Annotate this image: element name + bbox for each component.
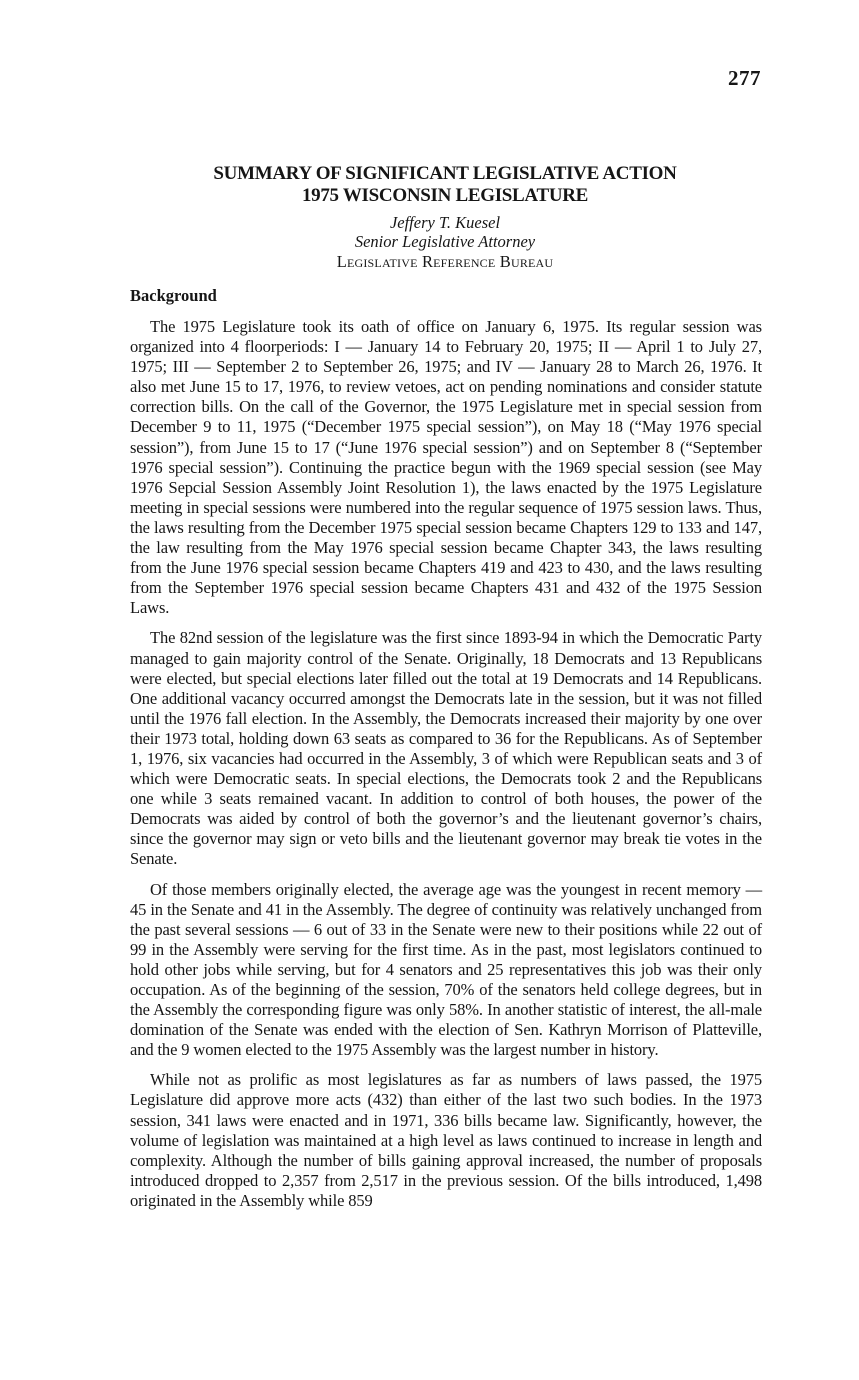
title-line-1: SUMMARY OF SIGNIFICANT LEGISLATIVE ACTION (213, 163, 677, 184)
paragraph: The 82nd session of the legislature was the first since 1893-94 in which the Democratic Party managed to gain majority control of the Senate. Originally, 18 Democrats and 13 Republicans were elected, but special elections later filled out the total at 19 Democrats and 14 Republicans. One additional vacancy occurred amongst the Democrats late in the session, but it was not filled until the 1976 fall election. In the Assembly, the Democrats increased their majority by one over their 1973 total, holding down 63 seats as compared to 36 for the Republicans. As of September 1, 1976, six vacancies had occurred in the Assembly, 3 of which were Republican seats and 3 of which were Democratic seats. In special elections, the Democrats took 2 and the Republicans one while 3 seats remained vacant. In addition to control of both houses, the power of the Democrats was aided by control of both the governor’s and the lieutenant governor’s chairs, since the governor may sign or veto bills and the lieutenant governor may break tie votes in the Senate. (130, 628, 762, 869)
document-body (130, 286, 762, 1221)
author-name: Jeffery T. Kuesel (389, 213, 501, 232)
title-line-2: 1975 WISCONSIN LEGISLATURE (301, 185, 589, 206)
paragraph: The 1975 Legislature took its oath of office on January 6, 1975. Its regular session was organized into 4 floorperiods: I — January 14 to February 20, 1975; II — April 1 to July 27, 1975; III — September 2 to September 26, 1975; and IV — January 28 to March 26, 1976. It also met June 15 to 17, 1976, to review vetoes, act on pending nominations and consider statute correction bills. On the call of the Governor, the 1975 Legislature met in special session from December 9 to 11, 1975 (“December 1975 special session”), on May 18 (“May 1976 special session”), from June 15 to 17 (“June 1976 special session”) and on September 8 (“September 1976 special session”). Continuing the practice begun with the 1969 special session (see May 1976 Sepcial Session Assembly Joint Resolution 1), the laws enacted by the 1975 Legislature meeting in special sessions were numbered into the regular sequence of 1975 session laws. Thus, the laws resulting from the December 1975 special session became Chapters 129 to 133 and 147, the law resulting from the May 1976 special session became Chapter 343, the laws resulting from the June 1976 special session became Chapters 419 and 423 to 430, and the laws resulting from the September 1976 special session became Chapters 431 and 432 of the 1975 Session Laws. (130, 317, 762, 618)
organization-name: Legislative Reference Bureau (336, 252, 554, 271)
page-number: 277 (728, 66, 761, 90)
author-title: Senior Legislative Attorney (354, 232, 536, 251)
paragraph: While not as prolific as most legislatures as far as numbers of laws passed, the 1975 Legislature did approve more acts (432) than either of the last two such bodies. In the 1973 session, 341 laws were enacted and in 1971, 336 bills became law. Significantly, however, the volume of legislation was maintained at a high level as laws continued to increase in length and complexity. Although the number of bills gaining approval increased, the number of proposals introduced dropped to 2,357 from 2,517 in the previous session. Of the bills introduced, 1,498 originated in the Assembly while 859 (130, 1070, 762, 1210)
document-header (130, 163, 760, 272)
section-heading: Background (130, 286, 217, 305)
paragraph: Of those members originally elected, the average age was the youngest in recent memory — 45 in the Senate and 41 in the Assembly. The degree of continuity was relatively unchanged from the past several sessions — 6 out of 33 in the Senate were new to their positions while 22 out of 99 in the Assembly were serving for the first time. As in the past, most legislators continued to hold other jobs while serving, but for 4 senators and 25 representatives this job was their only occupation. As of the beginning of the session, 70% of the senators held college degrees, but in the Assembly the corresponding figure was only 58%. In another statistic of interest, the all-male domination of the Senate was ended with the election of Sen. Kathryn Morrison of Platteville, and the 9 women elected to the 1975 Assembly was the largest number in history. (130, 879, 762, 1060)
